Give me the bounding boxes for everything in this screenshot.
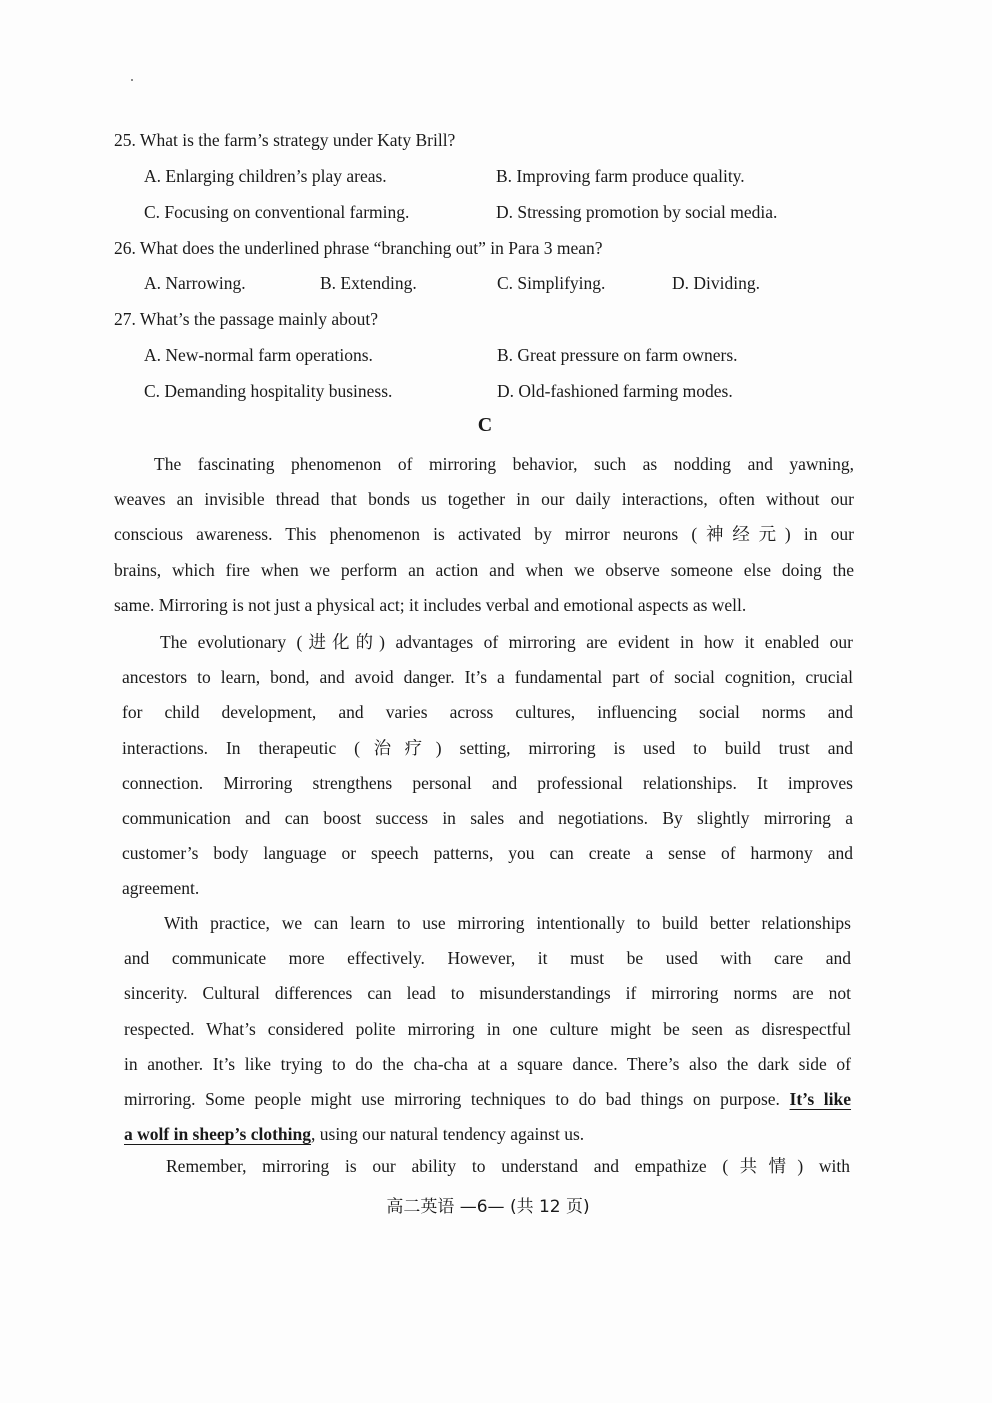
question-25-option-b: B. Improving farm produce quality. [496, 166, 745, 186]
passage-paragraph-2 [122, 625, 853, 907]
question-27-stem: 27. What’s the passage mainly about? [114, 309, 379, 329]
question-26-option-a: A. Narrowing. [144, 273, 246, 293]
paragraph-line: interactions. In therapeutic (治疗) setting, mirroring is used to build trust and [122, 737, 853, 758]
scan-speck [131, 79, 133, 81]
paragraph-line: brains, which fire when we perform an action and when we observe someone else doing the [114, 559, 854, 580]
paragraph-line: and communicate more effectively. However, it must be used with care and [124, 948, 851, 969]
paragraph-line [124, 1082, 851, 1117]
paragraph-line [124, 1117, 851, 1152]
question-25-option-a: A. Enlarging children’s play areas. [144, 166, 387, 186]
paragraph-line: respected. What’s considered polite mirroring in one culture might be seen as disrespectful [124, 1018, 851, 1039]
paragraph-line: agreement. [122, 878, 200, 899]
paragraph-line: communication and can boost success in sales and negotiations. By slightly mirroring a [122, 807, 853, 828]
page-footer: 高二英语 —6— (共 12 页) [386, 1197, 590, 1217]
section-heading: C [477, 414, 493, 436]
passage-paragraph-4 [126, 1149, 850, 1184]
question-27-option-d: D. Old-fashioned farming modes. [497, 381, 733, 401]
paragraph-line: sincerity. Cultural differences can lead to misunderstandings if mirroring norms are not [124, 983, 851, 1004]
passage-paragraph-1 [114, 447, 854, 623]
question-25-option-d: D. Stressing promotion by social media. [496, 202, 778, 222]
question-26-option-d: D. Dividing. [672, 273, 760, 293]
plain-text: mirroring. Some people might use mirroring techniques to do bad things on purpose. [124, 1088, 790, 1109]
question-27-option-b: B. Great pressure on farm owners. [497, 345, 738, 365]
paragraph-line: same. Mirroring is not just a physical act; it includes verbal and emotional aspects as well. [114, 594, 747, 615]
paragraph-line: With practice, we can learn to use mirroring intentionally to build better relationships [164, 913, 851, 933]
question-25-stem: 25. What is the farm’s strategy under Katy Brill? [114, 130, 456, 150]
question-25-option-c: C. Focusing on conventional farming. [144, 202, 410, 222]
paragraph-line: The evolutionary (进化的) advantages of mirroring are evident in how it enabled our [160, 632, 853, 652]
question-26-option-c: C. Simplifying. [497, 273, 606, 293]
plain-text: , using our natural tendency against us. [311, 1124, 585, 1145]
question-26-stem: 26. What does the underlined phrase “branching out” in Para 3 mean? [114, 238, 603, 258]
paragraph-line: in another. It’s like trying to do the cha-cha at a square dance. There’s also the dark side of [124, 1053, 851, 1074]
question-26-option-b: B. Extending. [320, 273, 417, 293]
paragraph-line: connection. Mirroring strengthens personal and professional relationships. It improves [122, 772, 853, 793]
underlined-phrase: It’s like [789, 1088, 852, 1109]
underlined-phrase: a wolf in sheep’s clothing [124, 1124, 312, 1145]
paragraph-line: for child development, and varies across cultures, influencing social norms and [122, 702, 853, 723]
question-27-option-a: A. New-normal farm operations. [144, 345, 373, 365]
paragraph-line: conscious awareness. This phenomenon is activated by mirror neurons (神经元) in our [114, 524, 854, 545]
paragraph-line: Remember, mirroring is our ability to understand and empathize (共情) with [166, 1156, 850, 1176]
paragraph-line: ancestors to learn, bond, and avoid danger. It’s a fundamental part of social cognition, crucial [122, 667, 853, 688]
paragraph-line: The fascinating phenomenon of mirroring behavior, such as nodding and yawning, [154, 454, 854, 474]
paragraph-line: customer’s body language or speech patterns, you can create a sense of harmony and [122, 843, 853, 864]
passage-paragraph-3 [124, 906, 851, 1152]
paragraph-line: weaves an invisible thread that bonds us together in our daily interactions, often without our [114, 489, 854, 510]
question-27-option-c: C. Demanding hospitality business. [144, 381, 393, 401]
